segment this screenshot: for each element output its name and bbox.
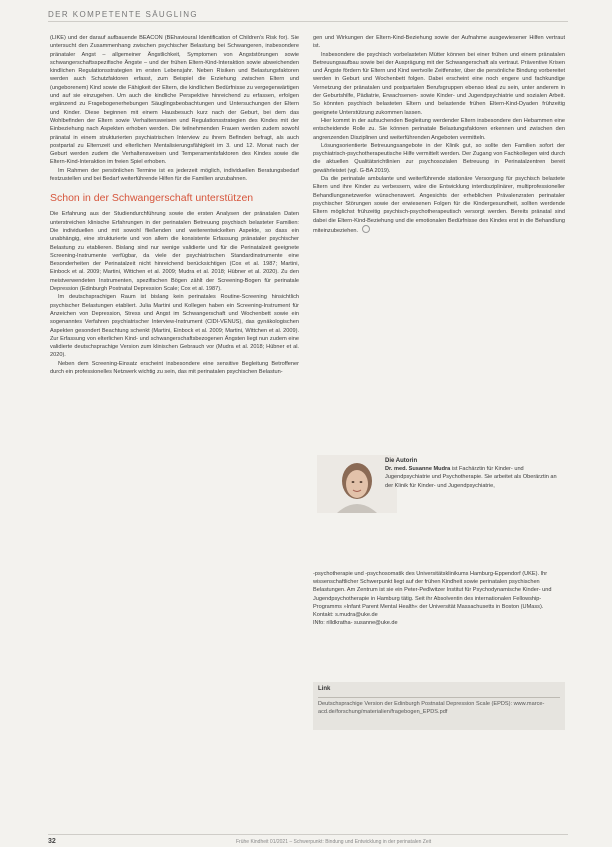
page-number: 32 [48, 838, 56, 845]
body-paragraph: Insbesondere die psychisch vorbelasteten Mütter können bei einer frühen und einem pränatalen Betreuungsaufbau sowie bei der Ausprägung mit der Schwangerschaft als vertraut. Präventive Krisen und Ängste fördern für Eltern und Kind wertvolle Zeitfenster, über die persönliche Bindung vorbereitet werden in Geburt und Wochenbett folgen. Dabei erscheint eine noch engere und fachkundige Vernetzung der pränatalen und postpartalen Berufsgruppen ebenso ideal zu sein, unter anderem in der Geburtshilfe, Pädiatrie, Erwachsenen- sowie Kinder- und Jugendpsychiatrie und sozialen Arbeit. So könnten psychisch belasteten Eltern und belastende frühen Eltern-Kind-Dyaden frühzeitig geeignete Unterstützung zukommen lassen. [313, 51, 565, 116]
footer-source: Frühe Kindheit 01/2021 – Schwerpunkt: Bindung und Entwicklung in der perinatalen Zeit [236, 839, 432, 845]
running-head: DER KOMPETENTE SÄUGLING [48, 10, 198, 19]
author-intro [385, 457, 563, 490]
author-intro-text: ist Fachärztin für Kinder- und Jugendpsychiatrie und Psychotherapie. Sie arbeitet als Oberärztin an der Klinik für Kinder- und Jugendpsychiatrie, [385, 466, 557, 489]
section-heading: Schon in der Schwangerschaft unterstützen [50, 192, 254, 205]
body-paragraph: Lösungsorientierte Betreuungsangebote in der Klinik gut, so sollte den Familien sofort der psychiatrisch-psychotherapeutische Hilfe vermittelt werden. Der Zugang von Fachkollegen wird durch die aktuellen Qualitätsrichtlinien zur psychosozialen Betreuung in Perinatalzentren bereit gewährleistet (vgl. G-BA 2019). [313, 142, 565, 174]
author-name: Dr. med. Susanne Mudra [385, 466, 451, 473]
author-bio [313, 570, 565, 627]
link-text[interactable]: Deutschsprachige Version der Edinburgh Postnatal Depression Scale (EPDS): www.marce-acd.de/forschung/materialien/fragebogen_EPDS.pdf [318, 700, 545, 715]
link-box [313, 682, 565, 730]
body-paragraph [313, 175, 565, 235]
author-label: Die Autorin [385, 458, 418, 464]
author-box [313, 455, 565, 673]
header-rule [48, 21, 568, 22]
body-paragraph: Hier kommt in der aufsuchenden Begleitung werdender Eltern insbesondere den Hebammen eine entscheidende Rolle zu. Sie können perinatale Belastungsfaktoren erkennen und zwischen den angrenzenden Disziplinen und weiterführenden Angeboten vermitteln. [313, 117, 565, 141]
link-divider [318, 697, 560, 698]
end-mark-icon [362, 225, 370, 233]
body-paragraph: (LIKE) und der darauf aufbauende BEACON (BEhavioural Identification of Children's Risk for). Sie untersucht den Zusammenhang zwischen psychischer Belastung bei Schwangeren, insbesondere pränataler Angst – allgemeiner Ängstlichkeit, Symptomen von Angststörungen sowie schwangerschaftsspezifische Ängste – und der frühen Eltern-Kind-Interaktion sowie abweichenden kindlichen Regulationsstrategien im ersten Lebensjahr. Neben Risiken und Belastungsfaktoren werden auch Schutzfaktoren erfasst, zum Beispiel die Erziehung zwischen Eltern und (ungeborenem) Kind sowie die Fähigkeit der Eltern, die kindlichen Bedürfnisse zu vergegenwärtigen und auf sie einzugehen. Um auch die kindliche Perspektive hinreichend zu erfassen, erfolgen ergänzend zu Fragebogenerhebungen Säuglingsbeobachtungen und Untersuchungen der Eltern und Kinder. Diese beginnen mit einem Hausbesuch kurz nach der Geburt, bei dem das Wohlbefinden der Eltern sowie Verhaltensweisen und Regulationsstrategien des Kindes mit der Einbeziehung nach Aspekten erhoben werden. Die teilnehmenden Frauen werden zudem sowohl pränatal in einem strukturierten psychiatrischen Interview zu ihrem Befinden befragt, als auch postpartal zu Elternzeit und elterlichen Mentalisierungsfähigkeit im 3. und 12. Monat nach der Geburt werden zudem die Verhaltensweisen und Temperamentsfaktoren des Kindes sowie die Eltern-Kind-Interaktion im freien Spiel erhoben. [50, 35, 299, 166]
link-title: Link [318, 686, 331, 692]
body-paragraph: Neben dem Screening-Einsatz erscheint insbesondere eine sensitive Begleitung Betroffener durch ein professionelles Netzwerk wichtig zu sein, das mit perinatalen psychischen Belastun- [50, 360, 299, 375]
author-bio-text: -psychotherapie und -psychosomatik des Universitätsklinikums Hamburg-Eppendorf (UKE). Ihr wissenschaftlicher Schwerpunkt liegt auf der frühen Kindheit sowie perinatalen psychischen Belastungen. Am Zentrum ist sie ein Peter-Pedlwitzer Institut für Psychodynamische Kinder- und Jugendpsychotherapie in Hamburg tätig. Seit ihr Absolventin des internationalen Fellowship-Programms »Infant Parent Mental Health« der Universität Massachusetts in Boston (UMass). [313, 571, 552, 610]
body-paragraph: gen und Wirkungen der Eltern-Kind-Beziehung sowie der Aufnahme ausgewiesener Hilfen vertraut ist. [313, 35, 565, 50]
right-column [313, 34, 565, 235]
body-paragraph: Die Erfahrung aus der Studiendurchführung sowie die ersten Analysen der pränatalen Daten unterstreichen klinische Erfahrungen in der perinatalen Betreuung psychisch belasteter Familien: Die individuellen und mit sowohl fließenden und weiterentwickelten Aspekte, so dass ein unabhängig, eine strukturierte und von allem die konsistente Erfassung pränataler psychischer Belastung zu etablieren. Bislang sind nur wenige validierte und für die Perinatalzeit geeignete Screening-Instrumente verfügbar, da viele der psychiatrischen Standardinstrumente eine Besonderheiten der Perinatalzeit nicht hinreichend berücksichtigen (Cox et al. 1987; Martini, Einbock et al. 2009; Martini, Wittchen et al. 2009; Mudra et al. 2018; Hübner et al. 2020). Zu den meistverwendeten Instrumenten, spezifischen Bögen zählt der Screening-Bogen für perinatale Depression (Edinburgh Postnatal Depression Scale; Cox et al. 1987). [50, 211, 299, 293]
body-paragraph: Im deutschsprachigen Raum ist bislang kein perinatales Routine-Screening hinsichtlich psychischer Belastungen etabliert. Julia Martini und Kollegen haben ein Screening-Instrument für Anzeichen von Depression, Stress und Angst im Schwangerschaft und Wochenbett sowie ein sogenanntes Verfahren psychiatrischer Interview-Instrument (CIDI-VENUS), das gynäkologischen Aspekten gesondert Beachtung schenkt (Martini, Einbock et al. 2009; Martini, Wittchen et al. 2009). Zur Erfassung von elterlichen Kind- und schwangerschaftsbezogenen Ängsten liegt nun zudem eine validierte deutschsprachige Version zum klinischen Gebrauch vor (Mudra et al. 2018; Hübner et al. 2020). [50, 294, 299, 359]
body-paragraph: Im Rahmen der persönlichen Termine ist es jederzeit möglich, individuellen Beratungsbedarf festzustellen und bei Bedarf weiterführende Hilfen für die Familien anzubahnen. [50, 167, 299, 183]
author-contact: Kontakt: s.mudra@uke.de [313, 612, 378, 619]
author-info: INfo: rilldkratha- susanne@uke.de [313, 620, 398, 627]
left-column [50, 34, 299, 376]
footer-rule [48, 834, 568, 835]
body-paragraph-text: Da die perinatale ambulante und weiterführende stationäre Versorgung für psychisch belastete Eltern und ihre Kinder zu verbessern, wäre die Entwicklung interdisziplinärer, multiprofessioneller Behandlungsnetzwerke wünschenswert. Angesichts der erheblichen Prävalenzraten perinataler psychischer Störungen sowie der erwiesenen Folgen für die Kindergesundheit, sollten werdende Eltern möglichst frühzeitig psychisch-psychotherapeutisch versorgt werden. Bereits pränatal sind dabei die Eltern-Kind-Beziehung und die emotionalen Bedürfnisse des Kindes erst in die Behandlung miteinzubeziehen. [313, 176, 565, 234]
